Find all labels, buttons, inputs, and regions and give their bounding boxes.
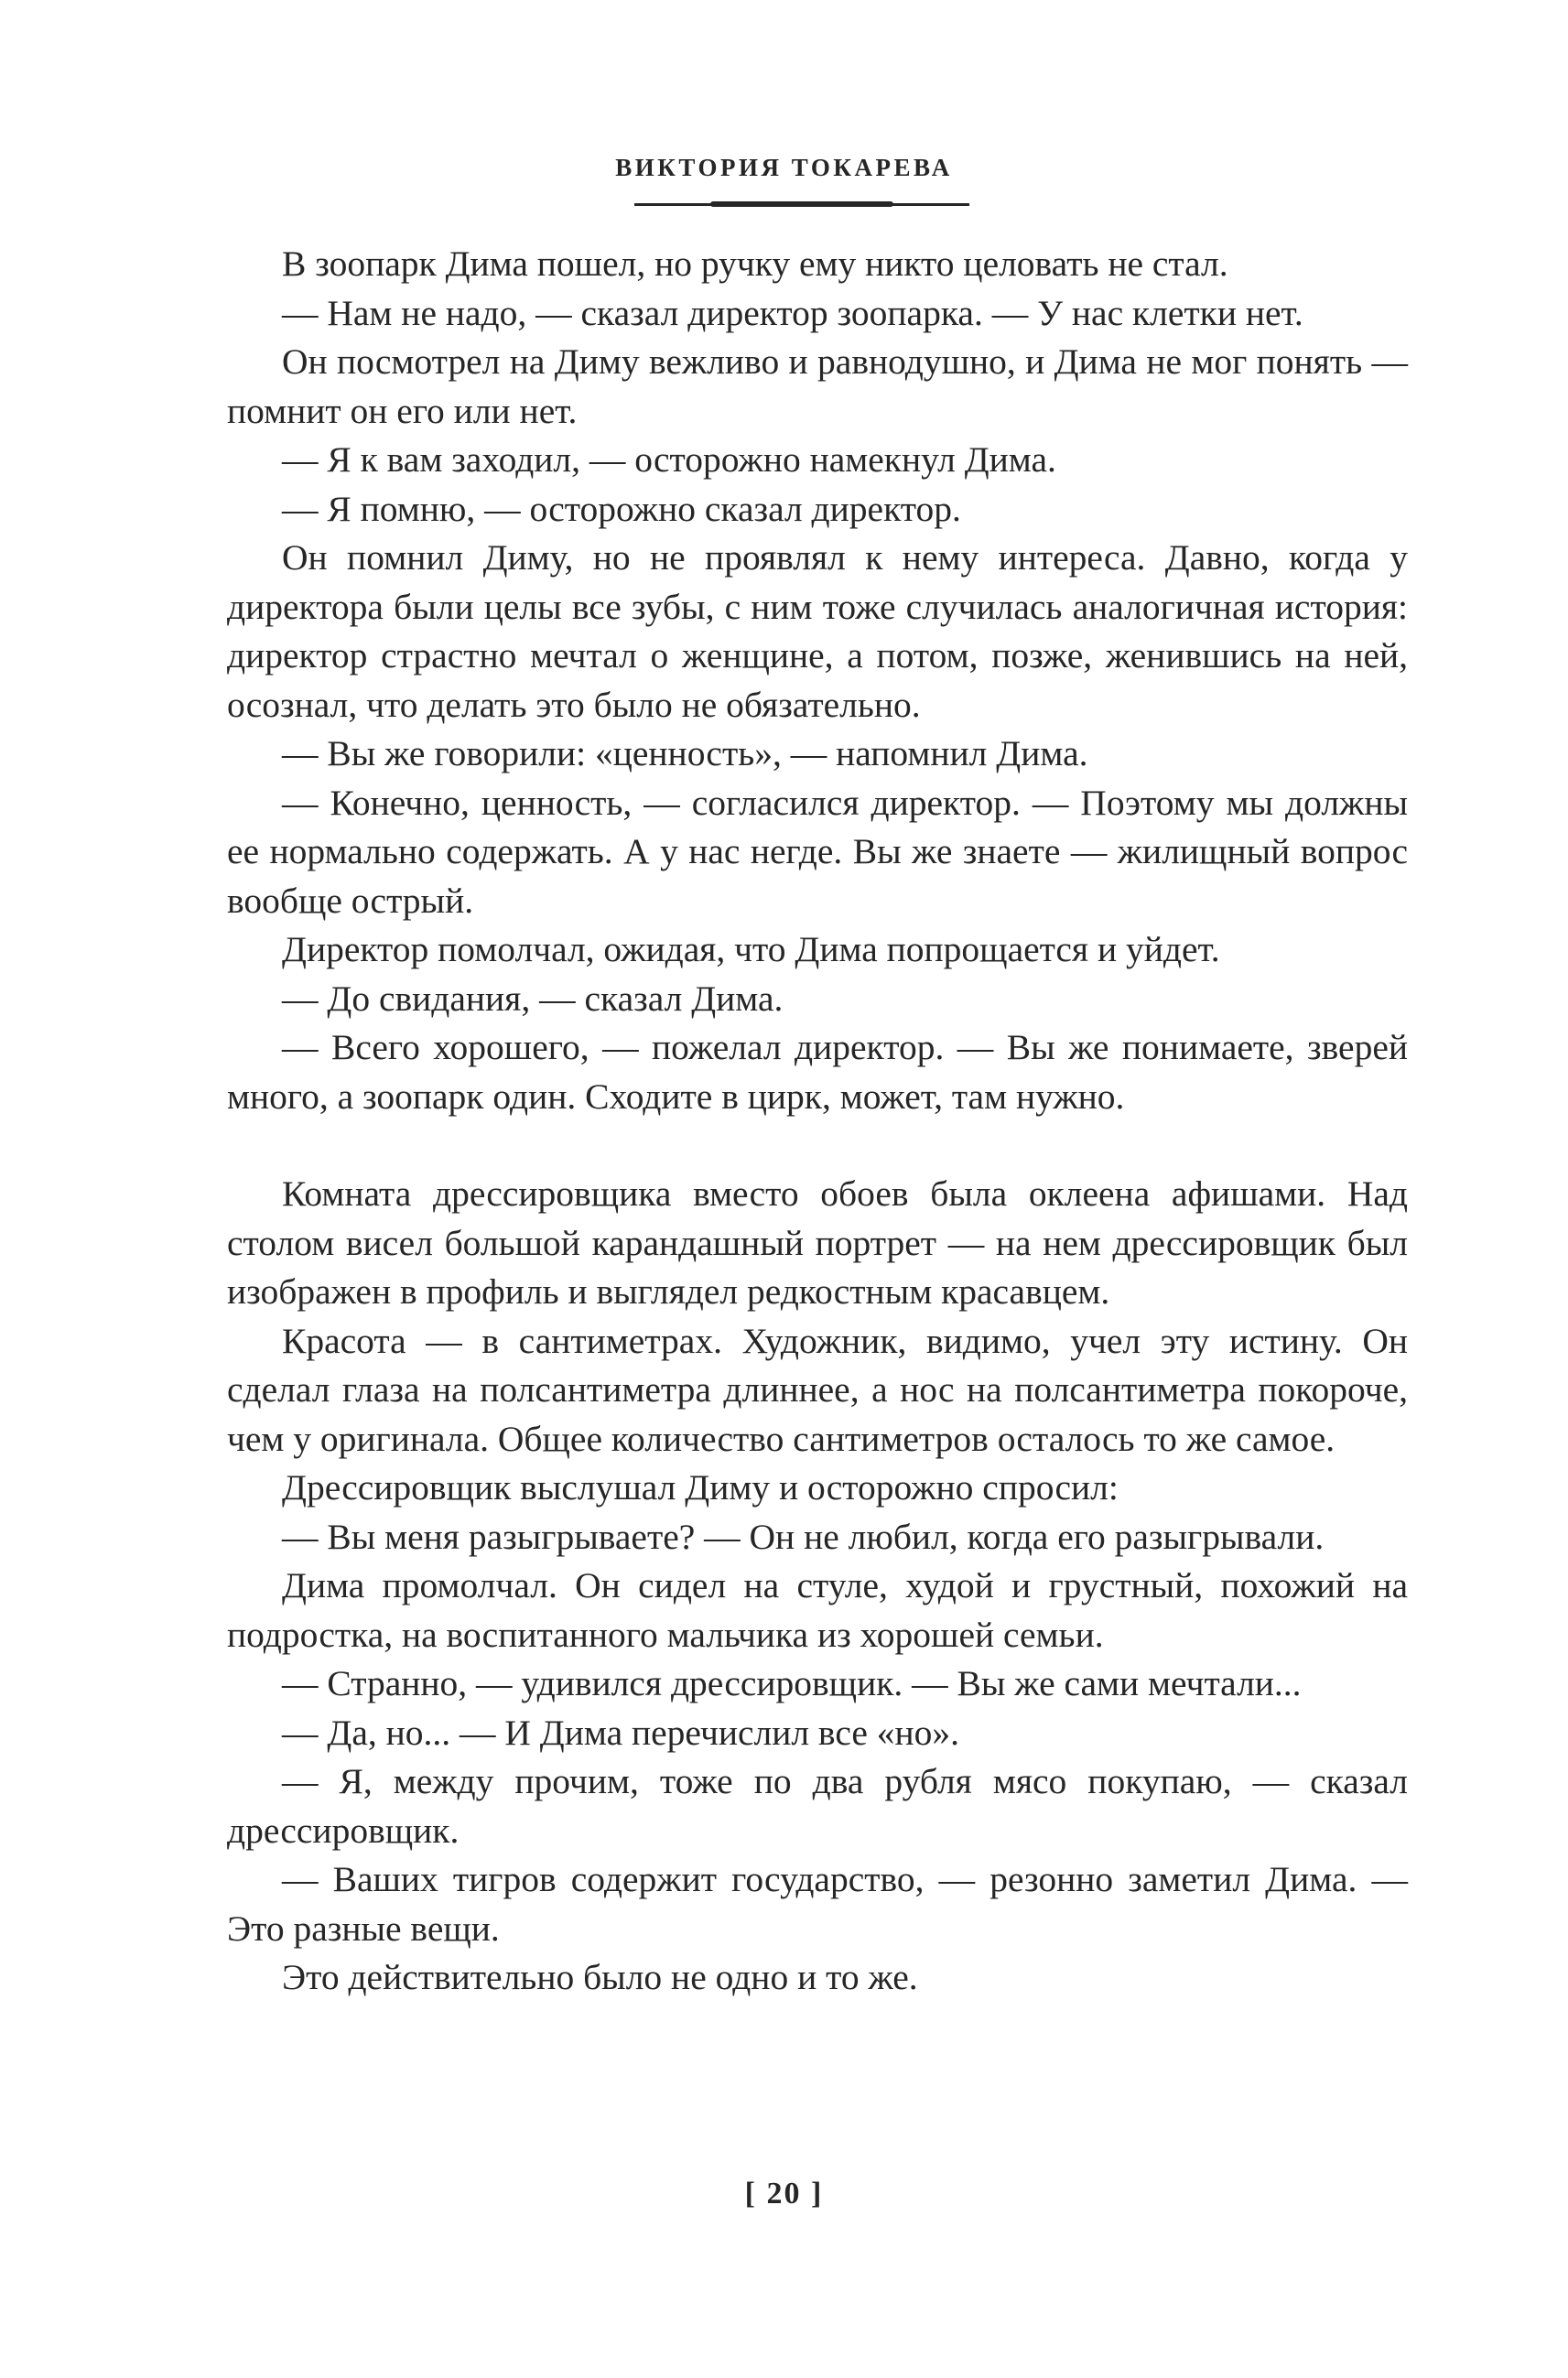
paragraph: — Вы же говорили: «ценность», — напомнил Дима. — [282, 733, 1088, 773]
header-rule-accent — [710, 201, 893, 207]
paragraph: — Я к вам заходил, — осторожно намекнул Дима. — [282, 439, 1056, 480]
paragraph: — Да, но... — И Дима перечислил все «но». — [282, 1712, 960, 1753]
paragraph: Комната дрессировщика вместо обоев была оклеена афишами. Над столом висел большой карандашный портрет — на нем дрессировщик был изображен в профиль и выглядел редкостным красавцем. — [227, 1173, 1408, 1312]
paragraph: — Нам не надо, — сказал директор зоопарка. — У нас клетки нет. — [282, 292, 1303, 333]
page-number: [ 20 ] — [744, 2177, 824, 2210]
running-head-author: ВИКТОРИЯ ТОКАРЕВА — [615, 154, 953, 181]
paragraph: В зоопарк Дима пошел, но ручку ему никто целовать не стал. — [282, 243, 1228, 284]
paragraph: Дрессировщик выслушал Диму и осторожно спросил: — [282, 1467, 1119, 1508]
paragraph: — До свидания, — сказал Дима. — [282, 978, 784, 1019]
paragraph: — Всего хорошего, — пожелал директор. — Вы же понимаете, зверей много, а зоопарк один. Сходите в цирк, может, там нужно. — [227, 1027, 1408, 1117]
paragraph: — Конечно, ценность, — согласился директор. — Поэтому мы должны ее нормально содержать. А у нас негде. Вы же знаете — жилищный вопрос вообще острый. — [227, 782, 1408, 921]
paragraph: Он помнил Диму, но не проявлял к нему интереса. Давно, когда у директора были целы все зубы, с ним тоже случилась аналогичная история: директор страстно мечтал о женщине, а потом, позже, женившись на ней, осознал, что делать это было не обязательно. — [227, 537, 1408, 725]
paragraph: Это действительно было не одно и то же. — [282, 1957, 918, 1997]
paragraph: — Я, между прочим, тоже по два рубля мясо покупаю, — сказал дрессировщик. — [227, 1761, 1408, 1851]
paragraph: — Вы меня разыгрываете? — Он не любил, когда его разыгрывали. — [282, 1516, 1325, 1557]
paragraph: — Ваших тигров содержит государство, — резонно заметил Дима. — Это разные вещи. — [227, 1859, 1408, 1949]
paragraph: Директор помолчал, ожидая, что Дима попрощается и уйдет. — [282, 929, 1220, 969]
body-text — [227, 240, 1408, 2003]
paragraph: Дима промолчал. Он сидел на стуле, худой и грустный, похожий на подростка, на воспитанного мальчика из хорошей семьи. — [227, 1565, 1408, 1655]
paragraph: — Странно, — удивился дрессировщик. — Вы же сами мечтали... — [282, 1663, 1302, 1703]
paragraph: Красота — в сантиметрах. Художник, видимо, учел эту истину. Он сделал глаза на полсантиметра длиннее, а нос на полсантиметра покороче, чем у оригинала. Общее количество сантиметров осталось то же самое. — [227, 1320, 1408, 1459]
paragraph: Он посмотрел на Диму вежливо и равнодушно, и Дима не мог понять — помнит он его или нет. — [227, 341, 1408, 431]
paragraph: — Я помню, — осторожно сказал директор. — [282, 488, 961, 529]
